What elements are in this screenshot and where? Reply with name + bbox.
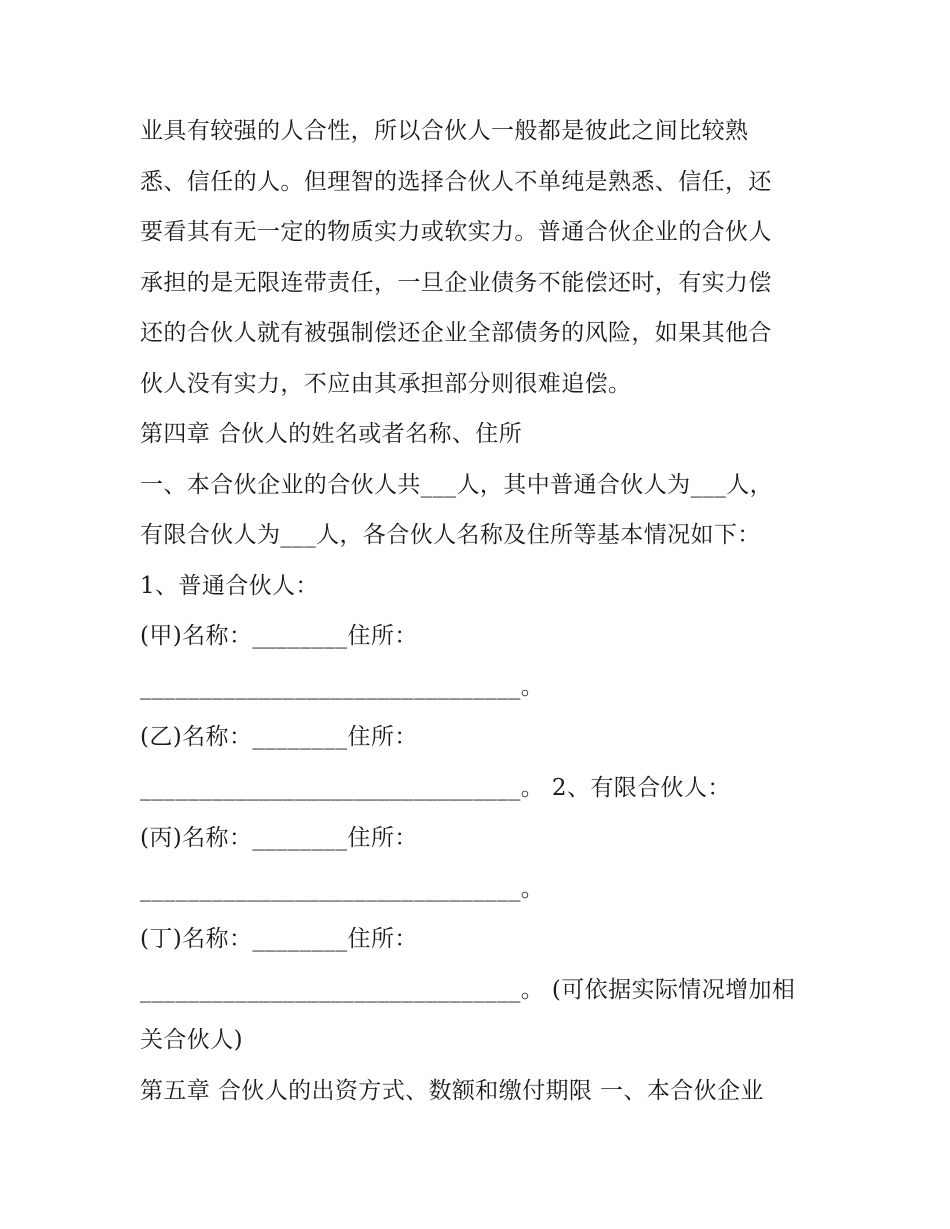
address-blank-line: ________________________________。 [140, 673, 545, 700]
partner-name-line: (丁)名称：________住所： [140, 926, 418, 952]
partner-name-line: (丙)名称：________住所： [140, 825, 418, 851]
paragraph-line: 悉、信任的人。但理智的选择合伙人不单纯是熟悉、信任，还 [140, 168, 772, 195]
paragraph-line: 一、本合伙企业的合伙人共___人，其中普通合伙人为___人， [140, 471, 773, 498]
address-blank-line: ________________________________。 (可依据实际情况增加相 [140, 976, 796, 1003]
paragraph-line: 还的合伙人就有被强制偿还企业全部债务的风险，如果其他合 [140, 320, 772, 346]
paragraph-line: 关合伙人) [140, 1027, 243, 1053]
chapter-heading: 第五章 合伙人的出资方式、数额和缴付期限 一、本合伙企业 [140, 1077, 764, 1104]
document-body [140, 106, 820, 1116]
paragraph-line: 有限合伙人为___人，各合伙人名称及住所等基本情况如下： [140, 522, 761, 548]
address-blank-line: ________________________________。 2、有限合伙人： [140, 774, 731, 801]
paragraph-line: 伙人没有实力，不应由其承担部分则很难追偿。 [140, 370, 632, 397]
section-label: 1、普通合伙人： [140, 572, 319, 599]
partner-name-line: (甲)名称：________住所： [140, 623, 418, 649]
address-blank-line: ________________________________。 [140, 875, 545, 902]
paragraph-line: 业具有较强的人合性，所以合伙人一般都是彼此之间比较熟 [140, 118, 749, 144]
paragraph-line: 要看其有无一定的物质实力或软实力。普通合伙企业的合伙人 [140, 219, 772, 245]
partner-name-line: (乙)名称：________住所： [140, 724, 418, 750]
chapter-heading: 第四章 合伙人的姓名或者名称、住所 [140, 421, 523, 447]
paragraph-line: 承担的是无限连带责任，一旦企业债务不能偿还时，有实力偿 [140, 269, 772, 296]
